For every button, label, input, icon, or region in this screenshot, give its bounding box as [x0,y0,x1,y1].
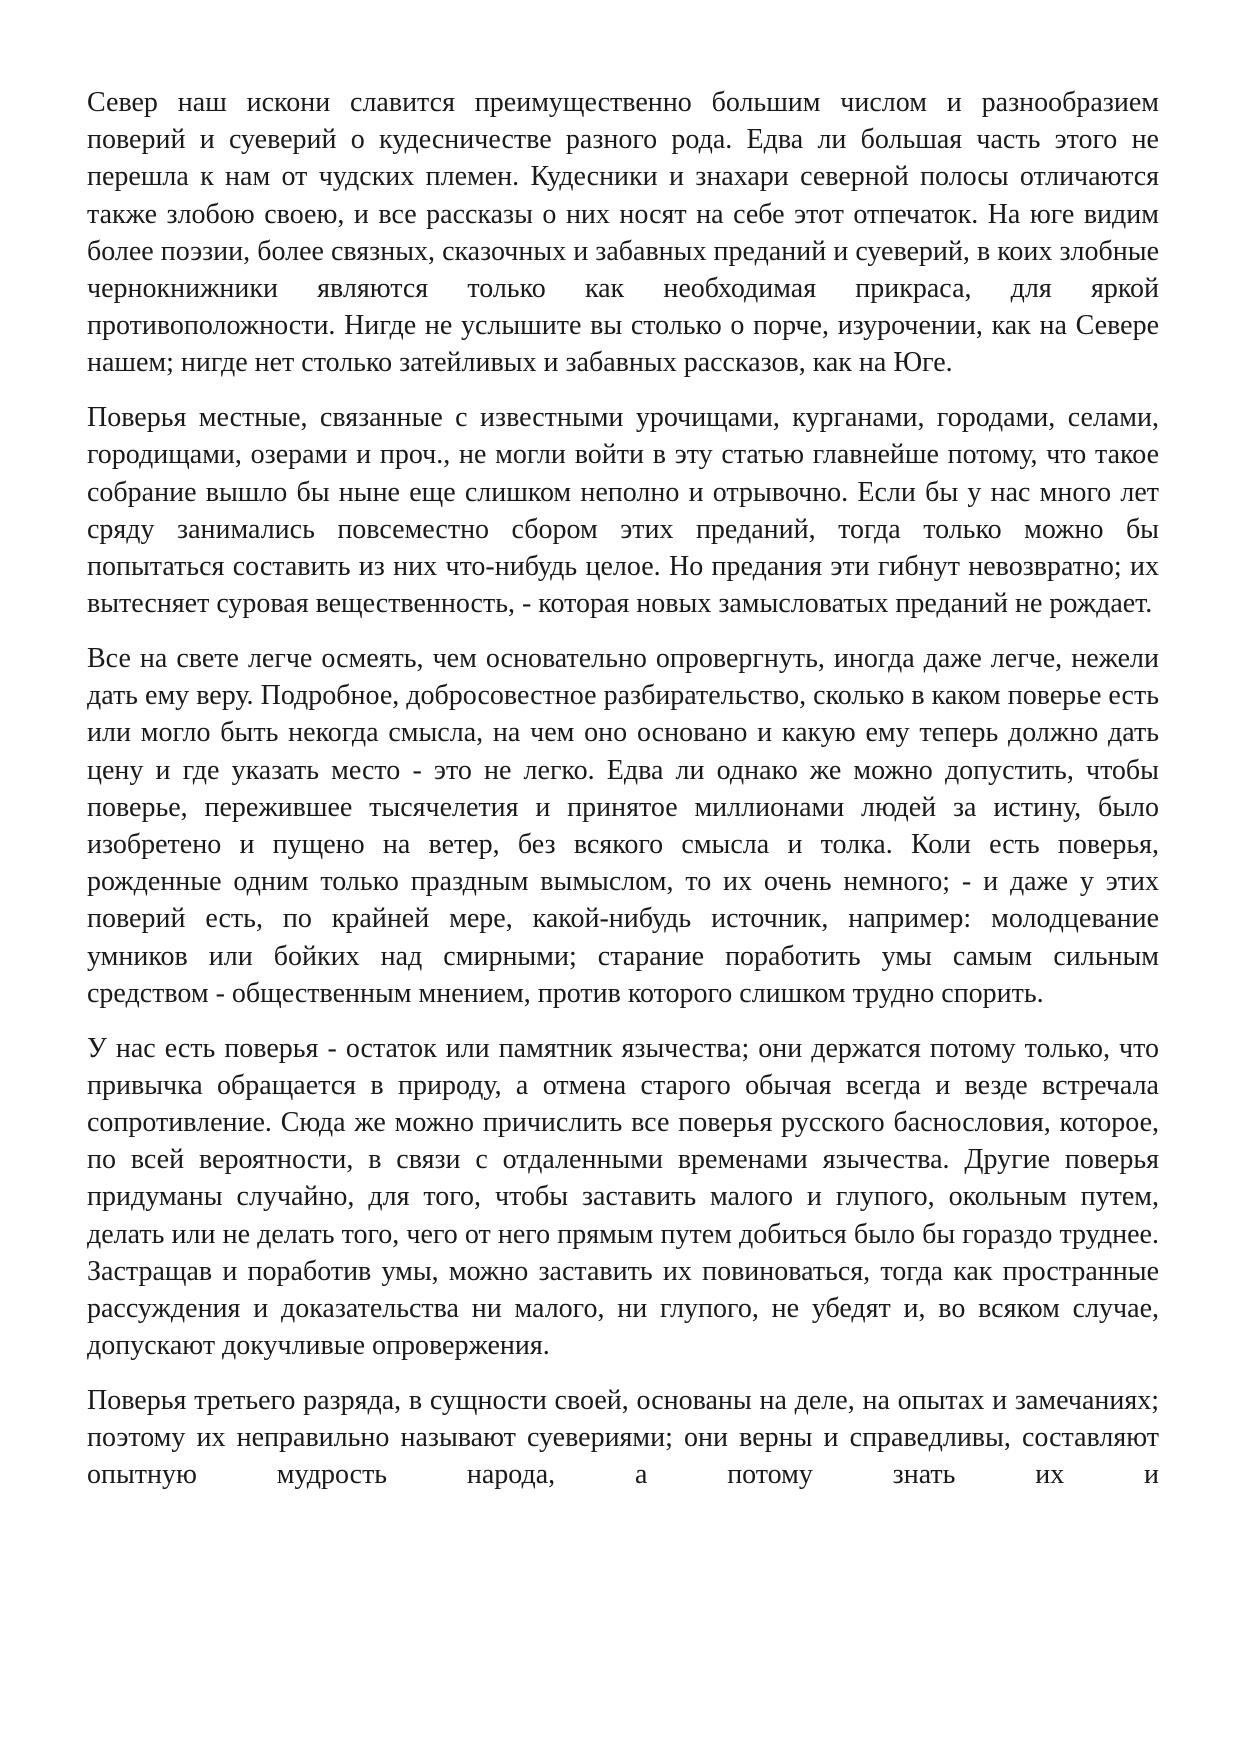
paragraph-2: Поверья местные, связанные с известными урочищами, курганами, городами, селами, городищами, озерами и проч., не могли войти в эту статью главнейше потому, что такое собрание вышло бы ныне еще слишком неполно и отрывочно. Если бы у нас много лет сряду занимались повсеместно сбором этих преданий, тогда только можно бы попытаться составить из них что-нибудь целое. Но предания эти гибнут невозвратно; их вытесняет суровая вещественность, - которая новых замысловатых преданий не рождает. [87,402,1159,620]
paragraph-5: Поверья третьего разряда, в сущности своей, основаны на деле, на опытах и замечаниях; поэтому их неправильно называют суевериями; они верны и справедливы, составляют опытную мудрость народа, а потому знать их и [87,1385,1159,1491]
paragraph-3: Все на свете легче осмеять, чем основательно опровергнуть, иногда даже легче, нежели дать ему веру. Подробное, добросовестное разбирательство, сколько в каком поверье есть или могло быть некогда смысла, на чем оно основано и какую ему теперь должно дать цену и где указать место - это не легко. Едва ли однако же можно допустить, чтобы поверье, пережившее тысячелетия и принятое миллионами людей за истину, было изобретено и пущено на ветер, без всякого смысла и толка. Коли есть поверья, рожденные одним только праздным вымыслом, то их очень немного; - и даже у этих поверий есть, по крайней мере, какой-нибудь источник, например: молодцевание умников или бойких над смирными; старание поработить умы самым сильным средством - общественным мнением, против которого слишком трудно спорить. [87,643,1159,1009]
paragraph-1: Север наш искони славится преимущественно большим числом и разнообразием поверий и суеверий о кудесничестве разного рода. Едва ли большая часть этого не перешла к нам от чудских племен. Кудесники и знахари северной полосы отличаются также злобою своею, и все рассказы о них носят на себе этот отпечаток. На юге видим более поэзии, более связных, сказочных и забавных преданий и суеверий, в коих злобные чернокнижники являются только как необходимая прикраса, для яркой противоположности. Нигде не услышите вы столько о порче, изурочении, как на Севере нашем; нигде нет столько затейливых и забавных рассказов, как на Юге. [87,87,1159,379]
paragraph-4: У нас есть поверья - остаток или памятник язычества; они держатся потому только, что привычка обращается в природу, а отмена старого обычая всегда и везде встречала сопротивление. Сюда же можно причислить все поверья русского баснословия, которое, по всей вероятности, в связи с отдаленными временами язычества. Другие поверья придуманы случайно, для того, чтобы заставить малого и глупого, окольным путем, делать или не делать того, чего от него прямым путем добиться было бы гораздо труднее. Застращав и поработив умы, можно заставить их повиноваться, тогда как пространные рассуждения и доказательства ни малого, ни глупого, не убедят и, во всяком случае, допускают докучливые опровержения. [87,1032,1159,1362]
